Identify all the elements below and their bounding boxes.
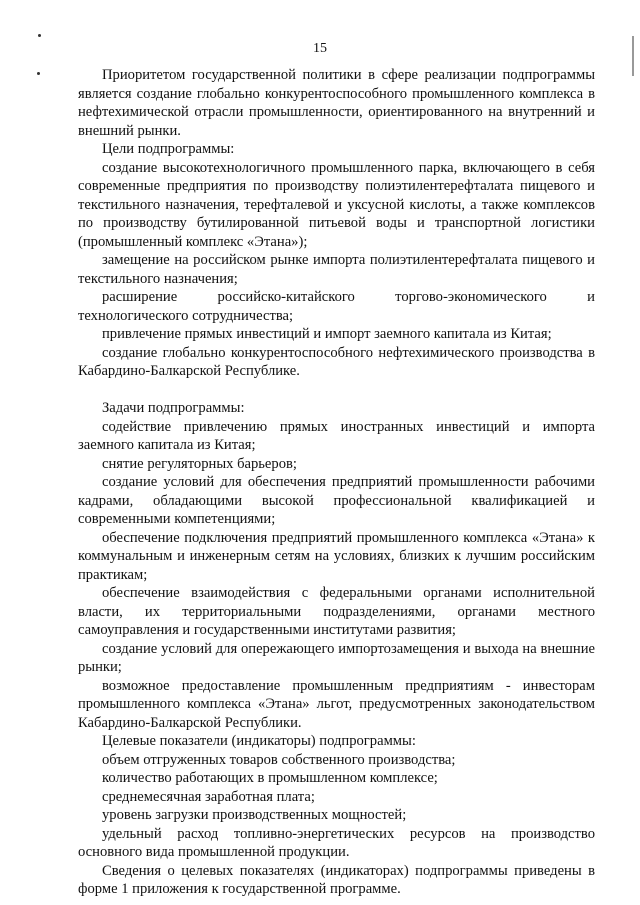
task-item: создание условий для опережающего импортозамещения и выхода на внешние рынки;: [78, 640, 595, 675]
task-item: снятие регуляторных барьеров;: [102, 455, 297, 472]
indicator-item: удельный расход топливно-энергетических ресурсов на производство основного вида промышленной продукции.: [78, 825, 595, 860]
task-item: обеспечение взаимодействия с федеральными органами исполнительной власти, их территориальными подразделениями, органами местного самоуправления и государственными институтами развития;: [78, 585, 595, 638]
paragraph-priority: Приоритетом государственной политики в сфере реализации подпрограммы является создание глобально конкурентоспособного промышленного комплекса в нефтехимической отрасли промышленности, ориентированного на внутренний и внешний рынки.: [78, 67, 595, 139]
indicator-item: количество работающих в промышленном комплексе;: [102, 770, 438, 786]
heading-goals: Цели подпрограммы:: [102, 141, 235, 157]
task-item: возможное предоставление промышленным предприятиям - инвесторам промышленного комплекса «Этана» льгот, предусмотренных законодательством Кабардино-Балкарской Республики.: [78, 677, 595, 731]
task-item: обеспечение подключения предприятий промышленного комплекса «Этана» к коммунальным и инженерным сетям на условиях, близких к лучшим российским практикам;: [78, 529, 595, 583]
goal-item: привлечение прямых инвестиций и импорт заемного капитала из Китая;: [102, 326, 552, 342]
heading-tasks: Задачи подпрограммы:: [102, 400, 245, 416]
goal-item: создание высокотехнологичного промышленного парка, включающего в себя современные предприятия по производству полиэтилентерефталата пищевого и текстильного назначения, терефталевой и уксусной кислоты, а также комплексов по производству бутилированной питьевой воды и транспортной логистики (промышленный комплекс «Этана»);: [78, 159, 595, 250]
scan-speck: [38, 34, 41, 37]
heading-indicators: Целевые показатели (индикаторы) подпрограммы:: [102, 733, 416, 749]
scan-speck: [37, 72, 40, 75]
indicator-item: уровень загрузки производственных мощностей;: [102, 807, 407, 823]
indicator-item: объем отгруженных товаров собственного производства;: [102, 751, 456, 768]
page-number: 15: [313, 41, 327, 56]
goal-item: создание глобально конкурентоспособного нефтехимического производства в Кабардино-Балкарской Республике.: [78, 344, 595, 379]
indicator-item: среднемесячная заработная плата;: [102, 788, 315, 805]
task-item: создание условий для обеспечения предприятий промышленности рабочими кадрами, обладающими высокой профессиональной квалификацией и современными компетенциями;: [78, 474, 595, 527]
document-body: [78, 66, 595, 899]
paragraph-indicators-reference: Сведения о целевых показателях (индикаторах) подпрограммы приведены в форме 1 приложения к государственной программе.: [78, 862, 595, 897]
goal-item: расширение российско-китайского торгово-экономического и технологического сотрудничества;: [78, 289, 595, 324]
goal-item: замещение на российском рынке импорта полиэтилентерефталата пищевого и текстильного назначения;: [78, 252, 595, 287]
task-item: содействие привлечению прямых иностранных инвестиций и импорта заемного капитала из Китая;: [78, 418, 595, 453]
